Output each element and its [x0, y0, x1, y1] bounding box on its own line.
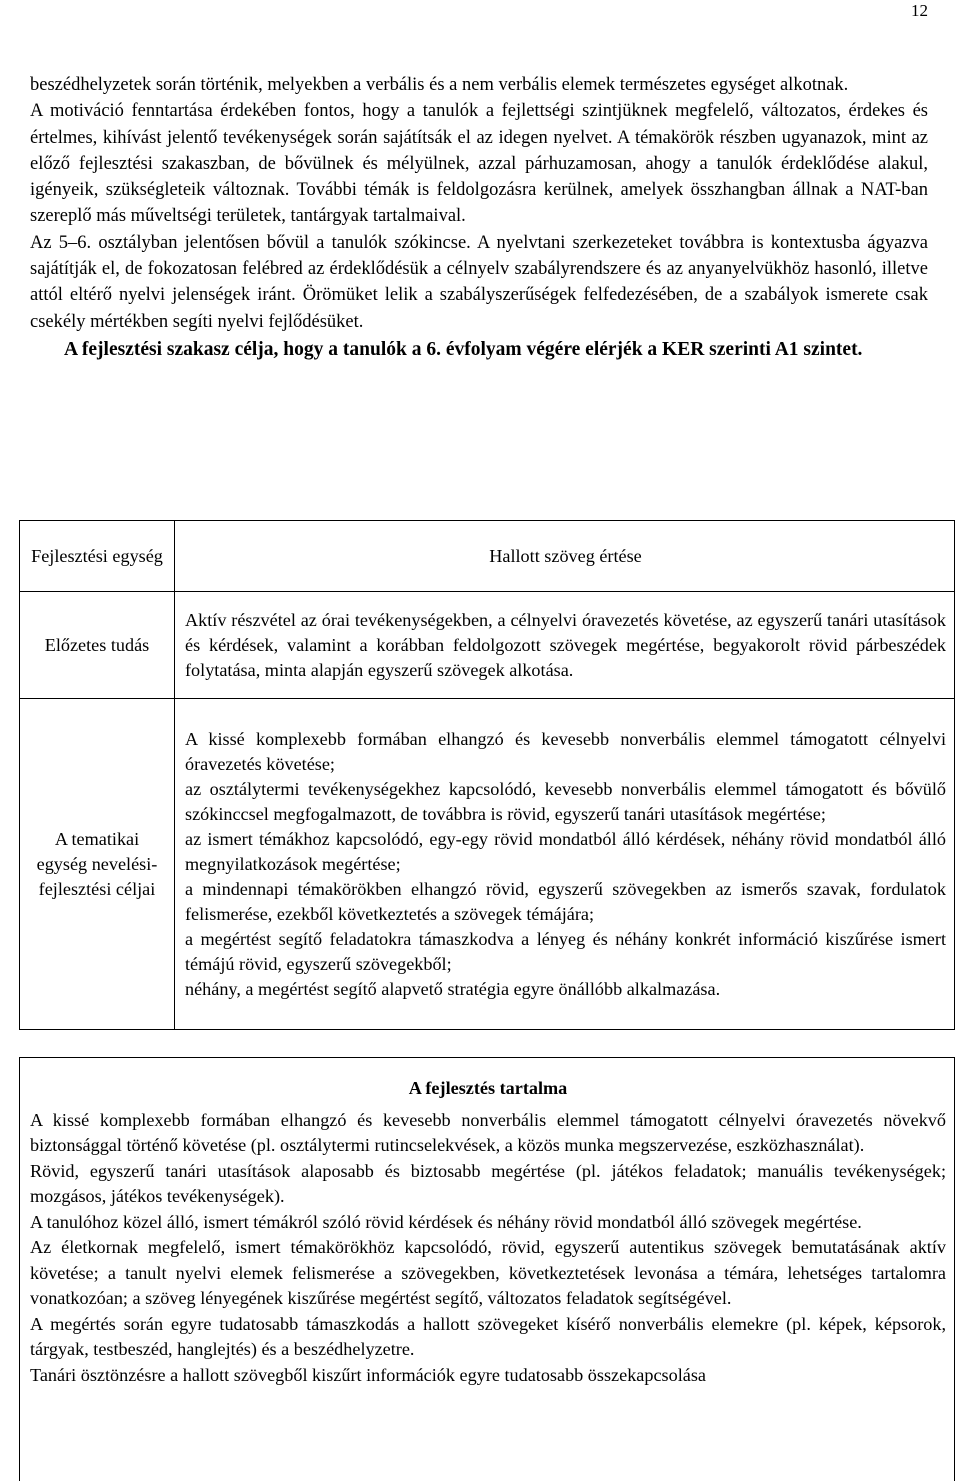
goal-item: az ismert témákhoz kapcsolódó, egy-egy rövid mondatból álló kérdések, néhány rövid mondatból álló megnyilatkozások megértése; [185, 828, 946, 874]
development-content-section [19, 1057, 955, 1481]
development-item: A kissé komplexebb formában elhangzó és kevesebb nonverbális elemmel támogatott célnyelvi óravezetés növekvő biztonsággal történő követése (pl. osztálytermi rutincselekvések, a közös munka megszervezése, eszközhasználat). [30, 1109, 946, 1155]
goal-item: A kissé komplexebb formában elhangzó és kevesebb nonverbális elemmel támogatott célnyelvi óravezetés követése; [185, 728, 946, 774]
table-row [20, 521, 955, 592]
development-item: Tanári ösztönzésre a hallott szövegből kiszűrt információk egyre tudatosabb összekapcsolása [30, 1364, 706, 1385]
table-row [20, 592, 955, 699]
development-item: A megértés során egyre tudatosabb támaszkodás a hallott szövegeket kísérő nonverbális elemekre (pl. képek, képsorok, tárgyak, testbeszéd, hanglejtés) és a beszédhelyzetre. [30, 1313, 946, 1359]
unit-title: Hallott szöveg értése [175, 521, 955, 592]
goal-item: az osztálytermi tevékenységekhez kapcsolódó, kevesebb nonverbális elemmel támogatott és bővülő szókinccsel megfogalmazott, de továbbra is rövid, egyszerű tanári utasítások megértése; [185, 778, 946, 824]
goals-label: A tematikai egység nevelési-fejlesztési céljai [20, 699, 175, 1030]
table-row [20, 699, 955, 1030]
curriculum-table [19, 520, 955, 1030]
goals-list [175, 699, 955, 1030]
goal-item: néhány, a megértést segítő alapvető stratégia egyre önállóbb alkalmazása. [185, 978, 721, 999]
development-item: A tanulóhoz közel álló, ismert témákról szóló rövid kérdések és néhány rövid mondatból álló szövegek megértése. [30, 1211, 862, 1232]
unit-label: Fejlesztési egység [20, 521, 175, 592]
development-goal [30, 337, 928, 363]
development-item: Az életkornak megfelelő, ismert témakörökhöz kapcsolódó, rövid, egyszerű autentikus szövegek bemutatásának aktív követése; a tanult nyelvi elemek felismerése a szövegekben, következtetések levonása a témára, lehetséges tartalomra vonatkozóan; a szöveg lényegének kiszűrése megértést segítő, változatos feladatok segítségével. [30, 1237, 946, 1308]
development-content-title: A fejlesztés tartalma [408, 1078, 568, 1098]
page-number: 12 [911, 1, 928, 20]
intro-paragraph-3: Az 5–6. osztályban jelentősen bővül a tanulók szókincse. A nyelvtani szerkezeteket továbbra is kontextusba ágyazva sajátítják el, de fokozatosan felébred az érdeklődésük a célnyelv szabályrendszere és az anyanyelvükhöz hasonló, illetve attól eltérő nyelvi jelenségek iránt. Örömüket lelik a szabályszerűségek felfedezésében, de a szabályok ismerete csak csekély mértékben segíti nyelvi fejlődésüket. [30, 232, 928, 332]
intro-paragraph-1: beszédhelyzetek során történik, melyekben a verbális és a nem verbális elemek természetes egységet alkotnak. [30, 75, 849, 95]
prior-knowledge-label: Előzetes tudás [20, 592, 175, 699]
prior-knowledge-text: Aktív részvétel az órai tevékenységekben, a célnyelvi óravezetés követése, az egyszerű tanári utasítások és kérdések, valamint a korábban feldolgozott szövegek megértése, begyakorolt rövid párbeszédek folytatása, minta alapján egyszerű szövegek alkotása. [175, 592, 955, 699]
goal-item: a megértést segítő feladatokra támaszkodva a lényeg és néhány konkrét információ kiszűrése ismert témájú rövid, egyszerű szövegekből; [185, 928, 946, 974]
intro-text [30, 72, 928, 363]
development-item: Rövid, egyszerű tanári utasítások alaposabb és biztosabb megértése (pl. játékos feladatok; manuális tevékenységek; mozgásos, játékos tevékenységek). [30, 1160, 946, 1206]
goal-item: a mindennapi témakörökben elhangzó rövid, egyszerű szövegekben az ismerős szavak, fordulatok felismerése, ezekből következtetés a szövegek témájára; [185, 878, 946, 924]
intro-paragraph-2: A motiváció fenntartása érdekében fontos, hogy a tanulók a fejlettségi szintjüknek megfelelő, változatos, érdekes és értelmes, kihívást jelentő tevékenységek során sajátítsák el az idegen nyelvet. A témakörök részben ugyanazok, mint az előző fejlesztési szakaszban, de bővülnek és mélyülnek, azzal párhuzamosan, ahogy a tanulók érdeklődése alakul, igényeik, szükségleteik változnak. További témák is feldolgozásra kerülnek, amelyek összhangban állnak a NAT-ban szereplő más műveltségi területek, tantárgyak tartalmaival. [30, 101, 928, 227]
development-goal-text: A fejlesztési szakasz célja, hogy a tanulók a 6. évfolyam végére elérjék a KER szerinti A1 szintet. [64, 338, 863, 360]
